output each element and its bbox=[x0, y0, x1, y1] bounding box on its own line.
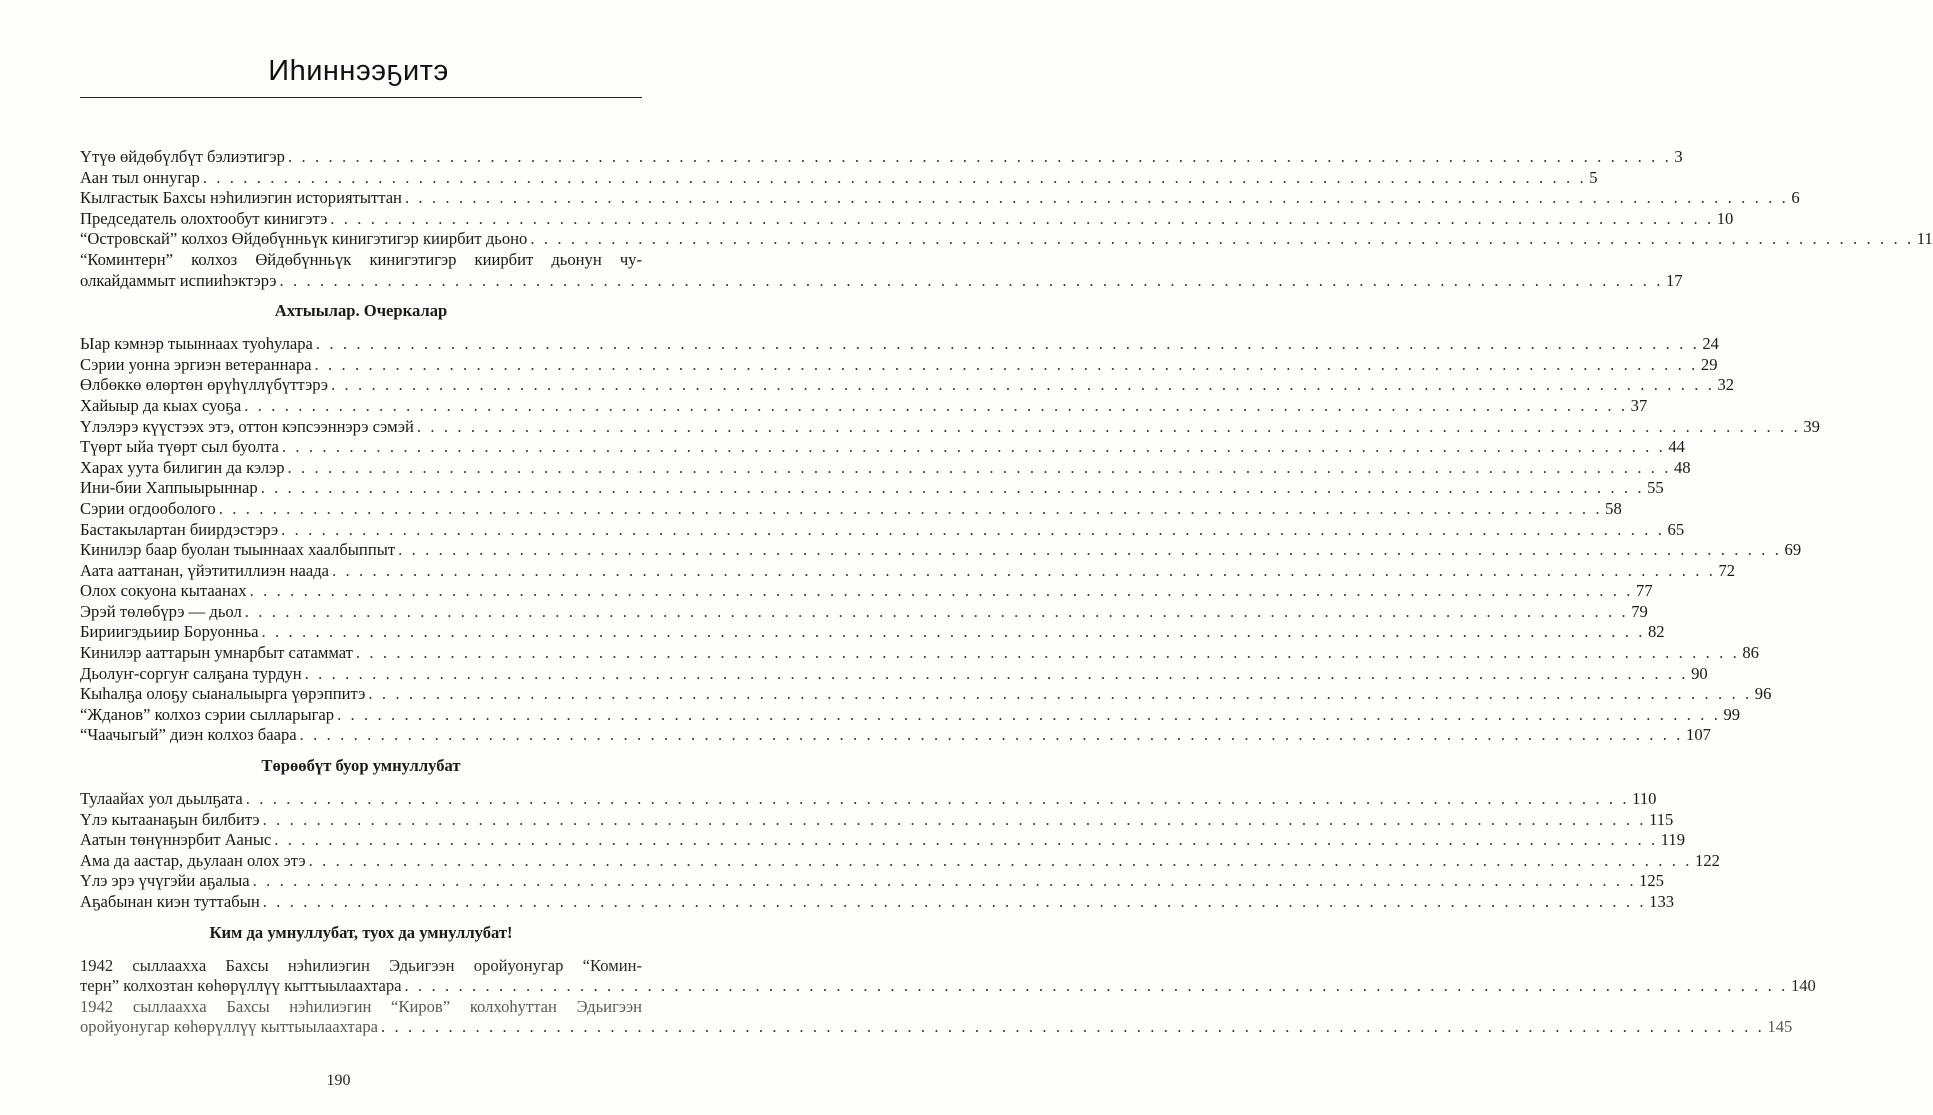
toc-entry-page: 6 bbox=[1791, 188, 1800, 208]
dot-leader bbox=[405, 976, 1788, 997]
dot-leader bbox=[288, 458, 1671, 479]
dot-leader bbox=[332, 561, 1715, 582]
dot-leader bbox=[274, 830, 1657, 851]
toc-entry[interactable] bbox=[80, 437, 1685, 458]
dot-leader bbox=[405, 188, 1788, 209]
toc-entry-title: Олох сокуона кытаанах bbox=[80, 581, 247, 601]
toc-entry-title: “Чаачыгый” диэн колхоз баара bbox=[80, 725, 297, 745]
toc-entry-page: 39 bbox=[1803, 416, 1820, 436]
dot-leader bbox=[263, 892, 1646, 913]
toc-entry-title: “Коминтерн” колхоз Өйдөбүнньүк кинигэтигэр киирбит дьонун чу- bbox=[80, 249, 642, 269]
dot-leader bbox=[300, 725, 1683, 746]
dot-leader bbox=[288, 147, 1671, 168]
toc-entry-title: Үтүө өйдөбүлбүт бэлиэтигэр bbox=[80, 147, 285, 166]
toc-group-lists bbox=[80, 955, 1816, 1038]
dot-leader bbox=[314, 355, 1697, 376]
toc-entry-page: 65 bbox=[1667, 519, 1685, 539]
toc-entry-page: 44 bbox=[1668, 437, 1685, 457]
toc-entry[interactable] bbox=[80, 997, 642, 1018]
dot-leader bbox=[356, 643, 1739, 664]
dot-leader bbox=[203, 168, 1586, 189]
dot-leader bbox=[331, 375, 1714, 396]
toc-entry-page: 58 bbox=[1605, 498, 1622, 518]
dot-leader bbox=[244, 396, 1627, 417]
toc-entry[interactable] bbox=[80, 725, 1711, 746]
toc-entry-title: Ыар кэмнэр тыыннаах туоhулара bbox=[80, 334, 313, 354]
dot-leader bbox=[305, 664, 1688, 685]
title-rule bbox=[80, 97, 642, 98]
toc-entry-title: Ама да аастар, дьулаан олох этэ bbox=[80, 850, 306, 870]
toc-entry-continued[interactable] bbox=[80, 1017, 1793, 1038]
toc-entry-page: 82 bbox=[1647, 622, 1665, 642]
toc-entry[interactable] bbox=[80, 663, 1708, 685]
toc-entry-page: 11 bbox=[1916, 229, 1933, 249]
toc-entry[interactable] bbox=[80, 850, 1720, 872]
toc-entry-page: 48 bbox=[1673, 457, 1691, 477]
toc-entry[interactable] bbox=[80, 809, 1674, 831]
toc-entry-page: 69 bbox=[1784, 540, 1802, 560]
dot-leader bbox=[530, 229, 1913, 250]
toc-entry[interactable] bbox=[80, 601, 1648, 623]
dot-leader bbox=[330, 209, 1713, 230]
toc-entry[interactable] bbox=[80, 478, 1664, 499]
toc-entry-title: Дьолуҥ-соргуҥ салҕана турдун bbox=[80, 663, 302, 683]
toc-entry[interactable] bbox=[80, 519, 1685, 541]
toc-entry-page: 125 bbox=[1639, 871, 1664, 891]
toc-entry[interactable] bbox=[80, 375, 1735, 396]
toc-entry-page: 17 bbox=[1665, 270, 1683, 290]
toc-entry[interactable] bbox=[80, 188, 1800, 209]
toc-entry[interactable] bbox=[80, 498, 1622, 520]
toc-entry-title: Аҕабынан киэн туттабын bbox=[80, 892, 260, 911]
toc-entry-page: 29 bbox=[1700, 354, 1718, 374]
toc-entry-title: Ини-бии Хаппыырыннар bbox=[80, 478, 258, 498]
dot-leader bbox=[337, 705, 1720, 726]
toc-entry[interactable] bbox=[80, 622, 1665, 643]
toc-entry[interactable] bbox=[80, 208, 1734, 230]
toc-entry[interactable] bbox=[80, 395, 1648, 417]
section-heading: Ахтыылар. Очеркалар bbox=[274, 301, 448, 321]
dot-leader bbox=[282, 437, 1665, 458]
toc-entry-title: Бастакылартан биирдэстэрэ bbox=[80, 519, 279, 539]
toc-entry-title: Кылгастык Бахсы нэhилиэгин историятыттан bbox=[80, 188, 402, 208]
toc-entry[interactable] bbox=[80, 354, 1718, 376]
dot-leader bbox=[280, 271, 1663, 292]
toc-entry-page: 55 bbox=[1647, 478, 1664, 498]
toc-entry[interactable] bbox=[80, 581, 1653, 602]
toc-entry-title: Өлбөккө өлөртөн өрүhүллүбүттэрэ bbox=[80, 375, 329, 395]
toc-entry-page: 90 bbox=[1691, 663, 1708, 683]
toc-entry[interactable] bbox=[80, 704, 1741, 726]
dot-leader bbox=[245, 602, 1628, 623]
toc-entry-page: 37 bbox=[1630, 395, 1648, 415]
dot-leader bbox=[262, 622, 1645, 643]
toc-group-essays bbox=[80, 334, 1820, 746]
toc-entry-title: Түөрт ыйа түөрт сыл буолта bbox=[80, 437, 279, 457]
dot-leader bbox=[246, 789, 1629, 810]
toc-entry-title: “Островскай” колхоз Өйдөбүнньүк кинигэтигэр киирбит дьоно bbox=[80, 229, 528, 249]
toc-group-homeland bbox=[80, 789, 1720, 913]
toc-entry-title: Кинилэр баар буолан тыыннаах хаалбыппыт bbox=[80, 540, 396, 560]
section-heading: Төрөөбүт буор умнуллубат bbox=[261, 756, 461, 776]
toc-entry-page: 79 bbox=[1631, 601, 1648, 621]
toc-entry[interactable] bbox=[80, 956, 642, 977]
toc-entry-title: 1942 сыллааххa Бахсы нэhилиэгин Эдьигээн оройуонугар “Комин- bbox=[80, 955, 642, 975]
toc-entry-title: Үлэ эрэ үчүгэйи аҕалыа bbox=[80, 871, 250, 891]
toc-entry-title: Харах уута билигин да кэлэр bbox=[80, 457, 285, 477]
toc-entry-title: Председатель олохтообут кинигэтэ bbox=[80, 208, 328, 228]
dot-leader bbox=[316, 334, 1699, 355]
toc-entry-page: 110 bbox=[1632, 789, 1657, 809]
toc-entry-page: 86 bbox=[1742, 643, 1759, 663]
toc-entry-title: Тулаайах уол дьылҕата bbox=[80, 789, 243, 809]
toc-entry-title: Эрэй төлөбүрэ — дьол bbox=[80, 601, 242, 621]
toc-entry-title: Хайыыр да кыах суоҕа bbox=[80, 395, 242, 415]
toc-entry[interactable] bbox=[80, 789, 1657, 810]
dot-leader bbox=[253, 871, 1636, 892]
toc-entry[interactable] bbox=[80, 643, 1759, 664]
dot-leader bbox=[219, 499, 1602, 520]
toc-entry-title: Үлэ кытаанаҕын билбитэ bbox=[80, 809, 260, 829]
toc-entry-page: 107 bbox=[1686, 725, 1711, 745]
toc-group-intro bbox=[80, 147, 1933, 291]
toc-entry-title: Аан тыл оннугар bbox=[80, 167, 200, 187]
toc-entry-page: 96 bbox=[1754, 684, 1772, 704]
toc-entry-page: 3 bbox=[1674, 147, 1683, 166]
page-number: 190 bbox=[326, 1072, 351, 1089]
toc-entry[interactable] bbox=[80, 147, 1683, 168]
toc-entry-page: 32 bbox=[1717, 375, 1735, 395]
toc-entry-title: Кыhалҕа олоҕу сыаналыырга үөрэппитэ bbox=[80, 684, 366, 704]
toc-entry-title: олкайдаммыт испииhэктэрэ bbox=[80, 270, 277, 290]
toc-entry-page: 77 bbox=[1636, 581, 1653, 601]
toc-entry-title: 1942 сыллааххa Бахсы нэhилиэгин “Киров” колхоhуттан Эдьигээн bbox=[80, 996, 642, 1016]
dot-leader bbox=[381, 1017, 1764, 1038]
dot-leader bbox=[309, 851, 1692, 872]
dot-leader bbox=[417, 417, 1800, 438]
toc-entry[interactable] bbox=[80, 560, 1736, 582]
toc-entry-title: оройуонугар көhөрүллүү кыттыылаахтара bbox=[80, 1017, 378, 1037]
toc-entry[interactable] bbox=[80, 250, 642, 271]
toc-entry-page: 5 bbox=[1589, 167, 1598, 187]
page-title: Иhиннээҕитэ bbox=[268, 55, 449, 87]
toc-entry[interactable] bbox=[80, 334, 1719, 355]
toc-entry[interactable] bbox=[80, 892, 1675, 913]
dot-leader bbox=[250, 581, 1633, 602]
toc-entry-title: Үлэлэрэ күүстээх этэ, оттон кэпсээннэрэ сэмэй bbox=[80, 416, 414, 436]
toc-entry-page: 119 bbox=[1660, 830, 1686, 850]
toc-entry-continued[interactable] bbox=[80, 976, 1816, 997]
toc-entry-page: 99 bbox=[1723, 704, 1741, 724]
section-heading: Ким да умнуллубат, туох да умнуллубат! bbox=[209, 922, 513, 942]
toc-entry-page: 140 bbox=[1790, 976, 1816, 996]
dot-leader bbox=[281, 520, 1664, 541]
toc-entry-page: 72 bbox=[1718, 560, 1736, 580]
toc-entry[interactable] bbox=[80, 684, 1772, 705]
toc-entry[interactable] bbox=[80, 457, 1691, 479]
toc-entry-title: Бириигэдьиир Боруонньа bbox=[80, 622, 259, 642]
dot-leader bbox=[368, 684, 1751, 705]
toc-entry[interactable] bbox=[80, 229, 1933, 250]
toc-entry-title: Сэрии огдооболого bbox=[80, 498, 216, 518]
toc-entry[interactable] bbox=[80, 167, 1598, 189]
toc-entry-title: терн” колхозтан көhөрүллүү кыттыылаахтара bbox=[80, 976, 402, 996]
dot-leader bbox=[261, 478, 1644, 499]
toc-entry-page: 133 bbox=[1649, 892, 1675, 911]
toc-entry-title: Сэрии уонна эргиэн ветераннара bbox=[80, 354, 312, 374]
toc-entry-title: “Жданов” колхоз сэрии сылларыгар bbox=[80, 704, 335, 724]
toc-entry[interactable] bbox=[80, 871, 1664, 892]
toc-entry-page: 145 bbox=[1767, 1017, 1793, 1037]
toc-entry[interactable] bbox=[80, 540, 1802, 561]
toc-entry-title: Аата ааттанан, үйэтитиллиэн наада bbox=[80, 560, 330, 580]
toc-entry-page: 24 bbox=[1702, 334, 1719, 354]
toc-entry[interactable] bbox=[80, 416, 1820, 438]
toc-entry-page: 10 bbox=[1716, 208, 1734, 228]
toc-entry[interactable] bbox=[80, 830, 1686, 851]
toc-entry-title: Аатын төнүннэрбит Ааныс bbox=[80, 830, 272, 850]
table-of-contents bbox=[80, 147, 1933, 1038]
toc-entry-title: Кинилэр ааттарын умнарбыт сатаммат bbox=[80, 643, 353, 663]
dot-leader bbox=[263, 810, 1646, 831]
toc-entry-continued[interactable] bbox=[80, 270, 1683, 292]
toc-entry-page: 122 bbox=[1695, 850, 1720, 870]
dot-leader bbox=[398, 540, 1781, 561]
toc-entry-page: 115 bbox=[1649, 809, 1674, 829]
